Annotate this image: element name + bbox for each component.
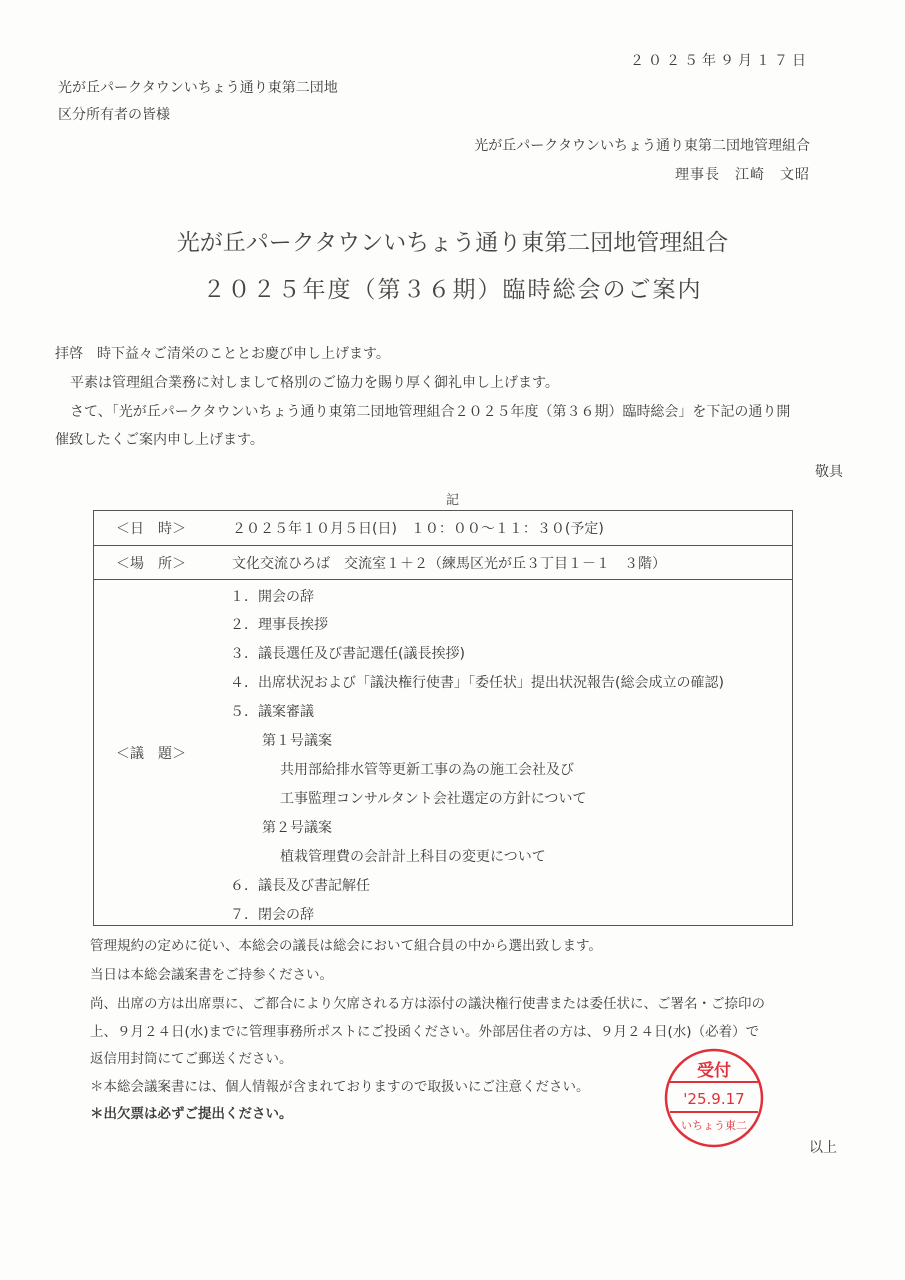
agenda-item: ５．議案審議 (230, 704, 314, 720)
note-attendance-form: ＊出欠票は必ずご提出ください。 (90, 1106, 293, 1122)
sender-organization: 光が丘パークタウンいちょう通り東第二団地管理組合 (474, 138, 810, 154)
sender-person: 理事長 江崎 文昭 (675, 167, 810, 183)
note-chairperson: 管理規約の定めに従い、本総会の議長は総会において組合員の中から選出致します。 (90, 938, 602, 954)
note-submission-line3: 返信用封筒にてご郵送ください。 (90, 1051, 293, 1067)
agenda-item: ４．出席状況および「議決権行使書」「委任状」提出状況報告(総会成立の確認) (230, 675, 724, 691)
recipient-line2: 区分所有者の皆様 (58, 107, 170, 123)
reception-stamp (662, 1046, 766, 1150)
closing-ijou: 以上 (809, 1140, 837, 1156)
datetime-row (94, 511, 792, 546)
agenda-item: ３．議長選任及び書記選任(議長挨拶) (230, 646, 465, 662)
agenda-subitem: 第２号議案 (262, 820, 332, 836)
note-submission-line2: 上、９月２４日(水)までに管理事務所ポストにご投函ください。外部居住者の方は、９月２４日(水)（必着）で (90, 1024, 760, 1040)
title-line1: 光が丘パークタウンいちょう通り東第二団地管理組合 (176, 230, 729, 256)
datetime-value: ２０２５年１０月５日(日) １０：００～１１：３０(予定) (232, 521, 604, 537)
agenda-item: ２．理事長挨拶 (230, 617, 328, 633)
note-submission-line1: 尚、出席の方は出席票に、ご都合により欠席される方は添付の議決権行使書または委任状に、ご署名・ご捺印の (90, 996, 765, 1012)
announcement-line1: さて、「光が丘パークタウンいちょう通り東第二団地管理組合２０２５年度（第３６期）臨時総会」を下記の通り開 (70, 404, 791, 420)
datetime-label: ＜日 時＞ (116, 521, 186, 537)
agenda-item: １．開会の辞 (230, 589, 314, 605)
title-line2: ２０２５年度（第３６期）臨時総会のご案内 (202, 277, 703, 303)
place-value: 文化交流ひろば 交流室１＋２（練馬区光が丘３丁目１－１ ３階） (232, 556, 666, 572)
agenda-subitem: 第１号議案 (262, 733, 332, 749)
meeting-details-table (93, 510, 793, 926)
stamp-bottom-text: いちょう東二 (681, 1119, 747, 1132)
stamp-date-text: '25.9.17 (683, 1090, 745, 1108)
thanks-paragraph: 平素は管理組合業務に対しまして格別のご協力を賜り厚く御礼申し上げます。 (70, 375, 559, 391)
agenda-detail: 植栽管理費の会計計上科目の変更について (280, 849, 546, 865)
note-privacy: ＊本総会議案書には、個人情報が含まれておりますので取扱いにご注意ください。 (90, 1079, 590, 1095)
recipient-line1: 光が丘パークタウンいちょう通り東第二団地 (58, 80, 338, 96)
document-date: ２０２５年９月１７日 (630, 53, 810, 69)
ki-heading: 記 (446, 493, 460, 508)
agenda-detail: 工事監理コンサルタント会社選定の方針について (280, 791, 587, 807)
announcement-line2: 催致したくご案内申し上げます。 (55, 432, 264, 448)
agenda-item: ６．議長及び書記解任 (230, 878, 370, 894)
note-bring-agenda: 当日は本総会議案書をご持参ください。 (90, 967, 333, 983)
place-row (94, 545, 792, 580)
closing-keigu: 敬具 (815, 464, 843, 480)
stamp-top-text: 受付 (697, 1061, 731, 1081)
greeting-paragraph: 拝啓 時下益々ご清栄のこととお慶び申し上げます。 (55, 346, 390, 362)
agenda-item: ７．閉会の辞 (230, 907, 314, 923)
agenda-detail: 共用部給排水管等更新工事の為の施工会社及び (280, 762, 574, 778)
place-label: ＜場 所＞ (116, 556, 186, 572)
agenda-label: ＜議 題＞ (116, 746, 186, 762)
